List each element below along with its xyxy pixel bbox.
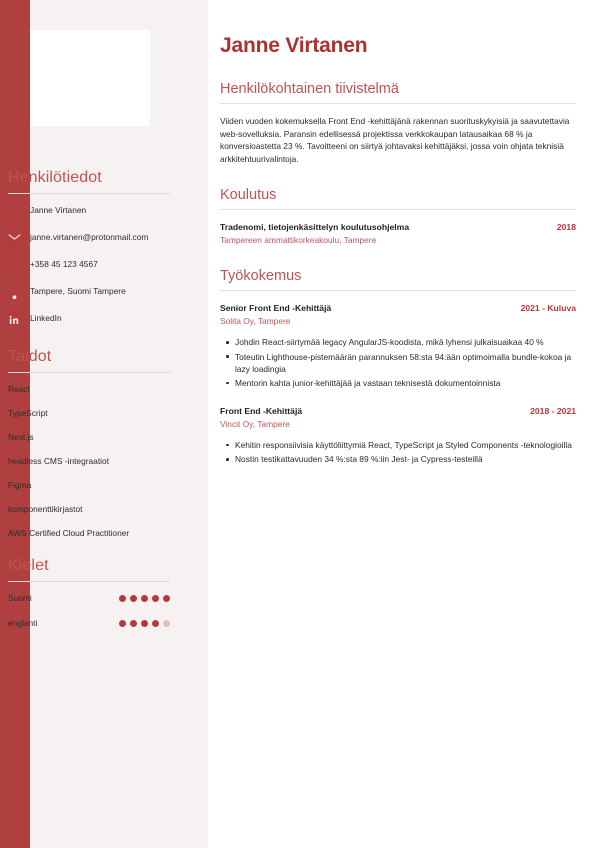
entry-bullets <box>220 336 576 389</box>
summary-heading: Henkilökohtainen tiivistelmä <box>220 81 399 97</box>
home-icon <box>8 287 28 302</box>
contact-phone-text: +358 45 123 4567 <box>30 259 98 269</box>
skills-heading: Taidot <box>8 348 52 365</box>
summary-section <box>220 80 576 165</box>
skill-item: Next.js <box>8 432 34 442</box>
experience-entry <box>220 302 576 389</box>
language-name: englanti <box>8 618 38 628</box>
level-dot-filled <box>152 595 159 602</box>
entry-bullets <box>220 439 576 465</box>
bullet-item: Nostin testikattavuuden 34 %:sta 89 %:iin Jest- ja Cypress-testeillä <box>235 453 576 465</box>
entry-date: 2018 - 2021 <box>530 406 576 417</box>
contact-name-text: Janne Virtanen <box>30 205 87 215</box>
personal-details-section <box>8 168 170 329</box>
main-column <box>220 0 576 468</box>
education-entry <box>220 221 576 246</box>
language-row <box>8 618 170 629</box>
person-icon <box>8 206 28 221</box>
education-heading: Koulutus <box>220 187 277 204</box>
skills-section <box>8 347 170 539</box>
summary-text: Viiden vuoden kokemuksella Front End -kehittäjänä rakennan suorituskykyisiä ja saavutettavia web-sovelluksia. Paransin edellisessä projektissa verkkokaupan latausaikaa 68 % ja konversioastetta 23 %. Tavoitteeni on siirtyä johtavaksi kehittäjäksi, jossa voin ohjata teknisiä arkkitehtuurivalintoja. <box>220 116 570 164</box>
language-row <box>8 593 170 604</box>
level-dot-filled <box>141 620 148 627</box>
skill-item: React <box>8 384 30 394</box>
contact-row-phone[interactable] <box>8 259 170 275</box>
contact-row-linkedin[interactable] <box>8 313 170 329</box>
experience-entry <box>220 405 576 465</box>
entry-organization: Vincit Oy, Tampere <box>220 419 290 430</box>
level-dot-filled <box>130 595 137 602</box>
skill-item: Figma <box>8 480 32 490</box>
envelope-icon <box>8 233 28 248</box>
divider <box>8 372 170 373</box>
skill-item: AWS Certified Cloud Practitioner <box>8 528 130 538</box>
page-title: Janne Virtanen <box>220 34 368 57</box>
language-level-dots <box>119 620 170 627</box>
experience-section <box>220 267 576 465</box>
languages-section <box>8 556 170 629</box>
entry-date: 2021 - Kuluva <box>520 303 576 314</box>
entry-header <box>220 405 576 417</box>
entry-date: 2018 <box>556 222 576 233</box>
profile-photo-placeholder <box>30 30 150 126</box>
level-dot-empty <box>163 620 170 627</box>
sidebar-content <box>8 168 170 643</box>
spacer <box>220 391 576 405</box>
contact-row-address <box>8 286 170 302</box>
divider <box>220 290 576 291</box>
entry-title: Tradenomi, tietojenkäsittelyn koulutusohjelma <box>220 222 410 233</box>
bullet-item: Mentorin kahta junior-kehittäjää ja vastaan teknisestä dokumentoinnista <box>235 377 576 389</box>
contact-linkedin-text: LinkedIn <box>30 313 62 323</box>
level-dot-filled <box>119 595 126 602</box>
level-dot-filled <box>130 620 137 627</box>
divider <box>8 581 170 582</box>
divider <box>220 103 576 104</box>
level-dot-filled <box>141 595 148 602</box>
language-level-dots <box>119 595 170 602</box>
bullet-item: Kehitin responsiivisia käyttöliittymiä React, TypeScript ja Styled Components -teknologioilla <box>235 439 576 451</box>
entry-organization: Solita Oy, Tampere <box>220 316 291 327</box>
linkedin-icon <box>8 314 28 329</box>
entry-title: Senior Front End -Kehittäjä <box>220 303 332 314</box>
contact-row-email[interactable] <box>8 232 170 248</box>
languages-heading: Kielet <box>8 557 49 574</box>
contact-address-text: Tampere, Suomi Tampere <box>30 286 126 296</box>
level-dot-filled <box>152 620 159 627</box>
level-dot-filled <box>119 620 126 627</box>
contact-email-text: janne.virtanen@protonmail.com <box>30 232 149 242</box>
divider <box>220 209 576 210</box>
entry-header <box>220 302 576 314</box>
entry-organization: Tampereen ammattikorkeakoulu, Tampere <box>220 235 377 246</box>
entry-header <box>220 221 576 233</box>
experience-heading: Työkokemus <box>220 268 302 285</box>
skill-item: TypeScript <box>8 408 48 418</box>
personal-details-heading: Henkilötiedot <box>8 169 102 186</box>
divider <box>8 193 170 194</box>
skill-item: headless CMS -integraatiot <box>8 456 110 466</box>
phone-icon <box>8 260 28 275</box>
bullet-item: Johdin React-siirtymää legacy AngularJS-koodista, mikä lyhensi julkaisuaikaa 40 % <box>235 336 576 348</box>
level-dot-filled <box>163 595 170 602</box>
contact-row-name <box>8 205 170 221</box>
education-section <box>220 186 576 246</box>
bullet-item: Toteutin Lighthouse-pistemäärän parannuksen 58:sta 94:ään optimoimalla bundle-kokoa ja lazy loadingia <box>235 351 576 375</box>
language-name: Suomi <box>8 593 32 603</box>
skill-item: komponenttikirjastot <box>8 504 83 514</box>
entry-title: Front End -Kehittäjä <box>220 406 303 417</box>
